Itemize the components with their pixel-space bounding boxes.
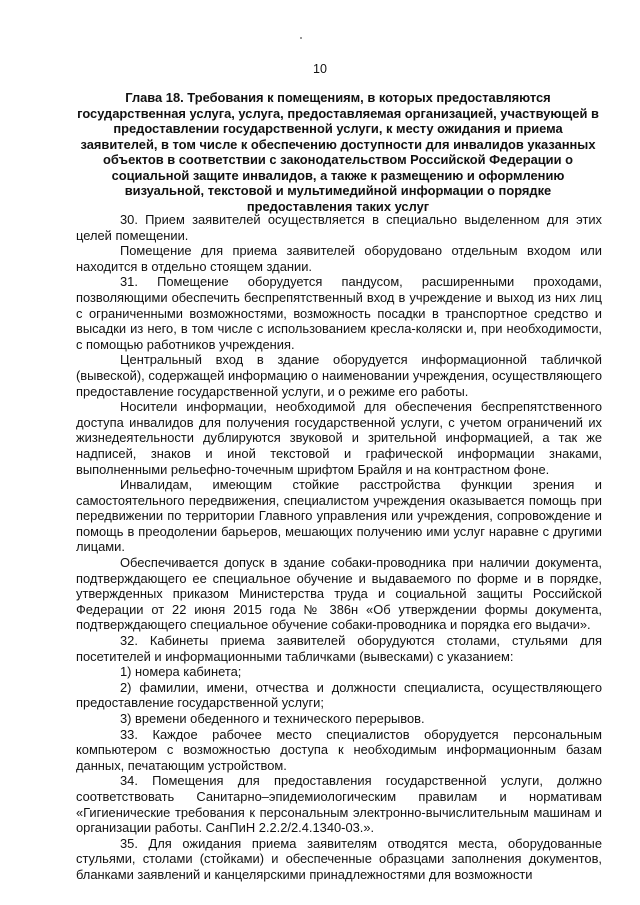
chapter-heading: Глава 18. Требования к помещениям, в которых предоставляются государственная услуга, услуга, предоставляемая организацией, участвующей в предоставлении государственной услуги, к месту ожидания и приема заявителей, в том числе к обеспечению доступности для инвалидов указанных объектов в соответствии с законодательством Российской Федерации о социальной защите инвалидов, а также к размещению и оформлению визуальной, текстовой и мультимедийной информации о порядке предоставления таких услуг (77, 90, 599, 214)
paragraph-31-signage: Центральный вход в здание оборудуется информационной табличкой (вывеской), содержащей информацию о наименовании учреждения, осуществляющего предоставление государственной услуги, и о режиме его работы. (76, 352, 602, 399)
paragraph-31: 31. Помещение оборудуется пандусом, расширенными проходами, позволяющими обеспечить беспрепятственный вход в учреждение и выход из них лиц с ограниченными возможностями, возможность посадки в транспортное средство и высадки из него, в том числе с использованием кресла-коляски и, при необходимости, с помощью работников учреждения. (76, 274, 602, 352)
paragraph-31-assistance: Инвалидам, имеющим стойкие расстройства функции зрения и самостоятельного передвижения, специалистом учреждения оказывается помощь при передвижении по территории Главного управления или учреждения, сопровождение и помощь в преодолении барьеров, мешающих получению ими услуг наравне с другими лицами. (76, 477, 602, 555)
paragraph-32-item-3: 3) времени обеденного и технического перерывов. (120, 711, 425, 726)
paragraph-30: 30. Прием заявителей осуществляется в специально выделенном для этих целей помещении. (76, 212, 602, 243)
paragraph-33: 33. Каждое рабочее место специалистов оборудуется персональным компьютером с возможностью доступа к необходимым информационным базам данных, печатающим устройством. (76, 726, 602, 773)
paragraph-31-information-carriers: Носители информации, необходимой для обеспечения беспрепятственного доступа инвалидов для получения государственной услуги, с учетом ограничений их жизнедеятельности дублируются звуковой и зрительной информацией, а так же надписей, знаков и иной текстовой и графической информации знаками, выполненными рельефно-точечным шрифтом Брайля и на контрастном фоне. (76, 399, 602, 477)
paragraph-31-guide-dog: Обеспечивается допуск в здание собаки-проводника при наличии документа, подтверждающего ее специальное обучение и выдаваемого по форме и в порядке, утвержденных приказом Министерства труда и социальной защиты Российской Федерации от 22 июня 2015 года № 386н «Об утверждении формы документа, подтверждающего специальное обучение собаки-проводника и порядка его выдачи». (76, 555, 602, 633)
page-number: 10 (313, 62, 327, 76)
paragraph-30-entrance: Помещение для приема заявителей оборудовано отдельным входом или находится в отдельно стоящем здании. (76, 243, 602, 274)
scan-mark (300, 37, 302, 39)
paragraph-32-item-2: 2) фамилии, имени, отчества и должности специалиста, осуществляющего предоставление государственной услуги; (76, 679, 602, 711)
paragraph-32-item-1: 1) номера кабинета; (120, 664, 242, 680)
paragraph-35: 35. Для ожидания приема заявителям отводятся места, оборудованные стульями, столами (стойками) и обеспеченные образцами заполнения документов, бланками заявлений и канцелярскими принадлежностями для возможности (76, 835, 602, 882)
document-body (76, 212, 602, 899)
paragraph-32: 32. Кабинеты приема заявителей оборудуются столами, стульями для посетителей и информационными табличками (вывесками) с указанием: (76, 633, 602, 664)
paragraph-34: 34. Помещения для предоставления государственной услуги, должно соответствовать Санитарно–эпидемиологическим правилам и нормативам «Гигиенические требования к персональным электронно-вычислительным машинам и организации работы. СанПиН 2.2.2/2.4.1340-03.». (76, 773, 602, 836)
